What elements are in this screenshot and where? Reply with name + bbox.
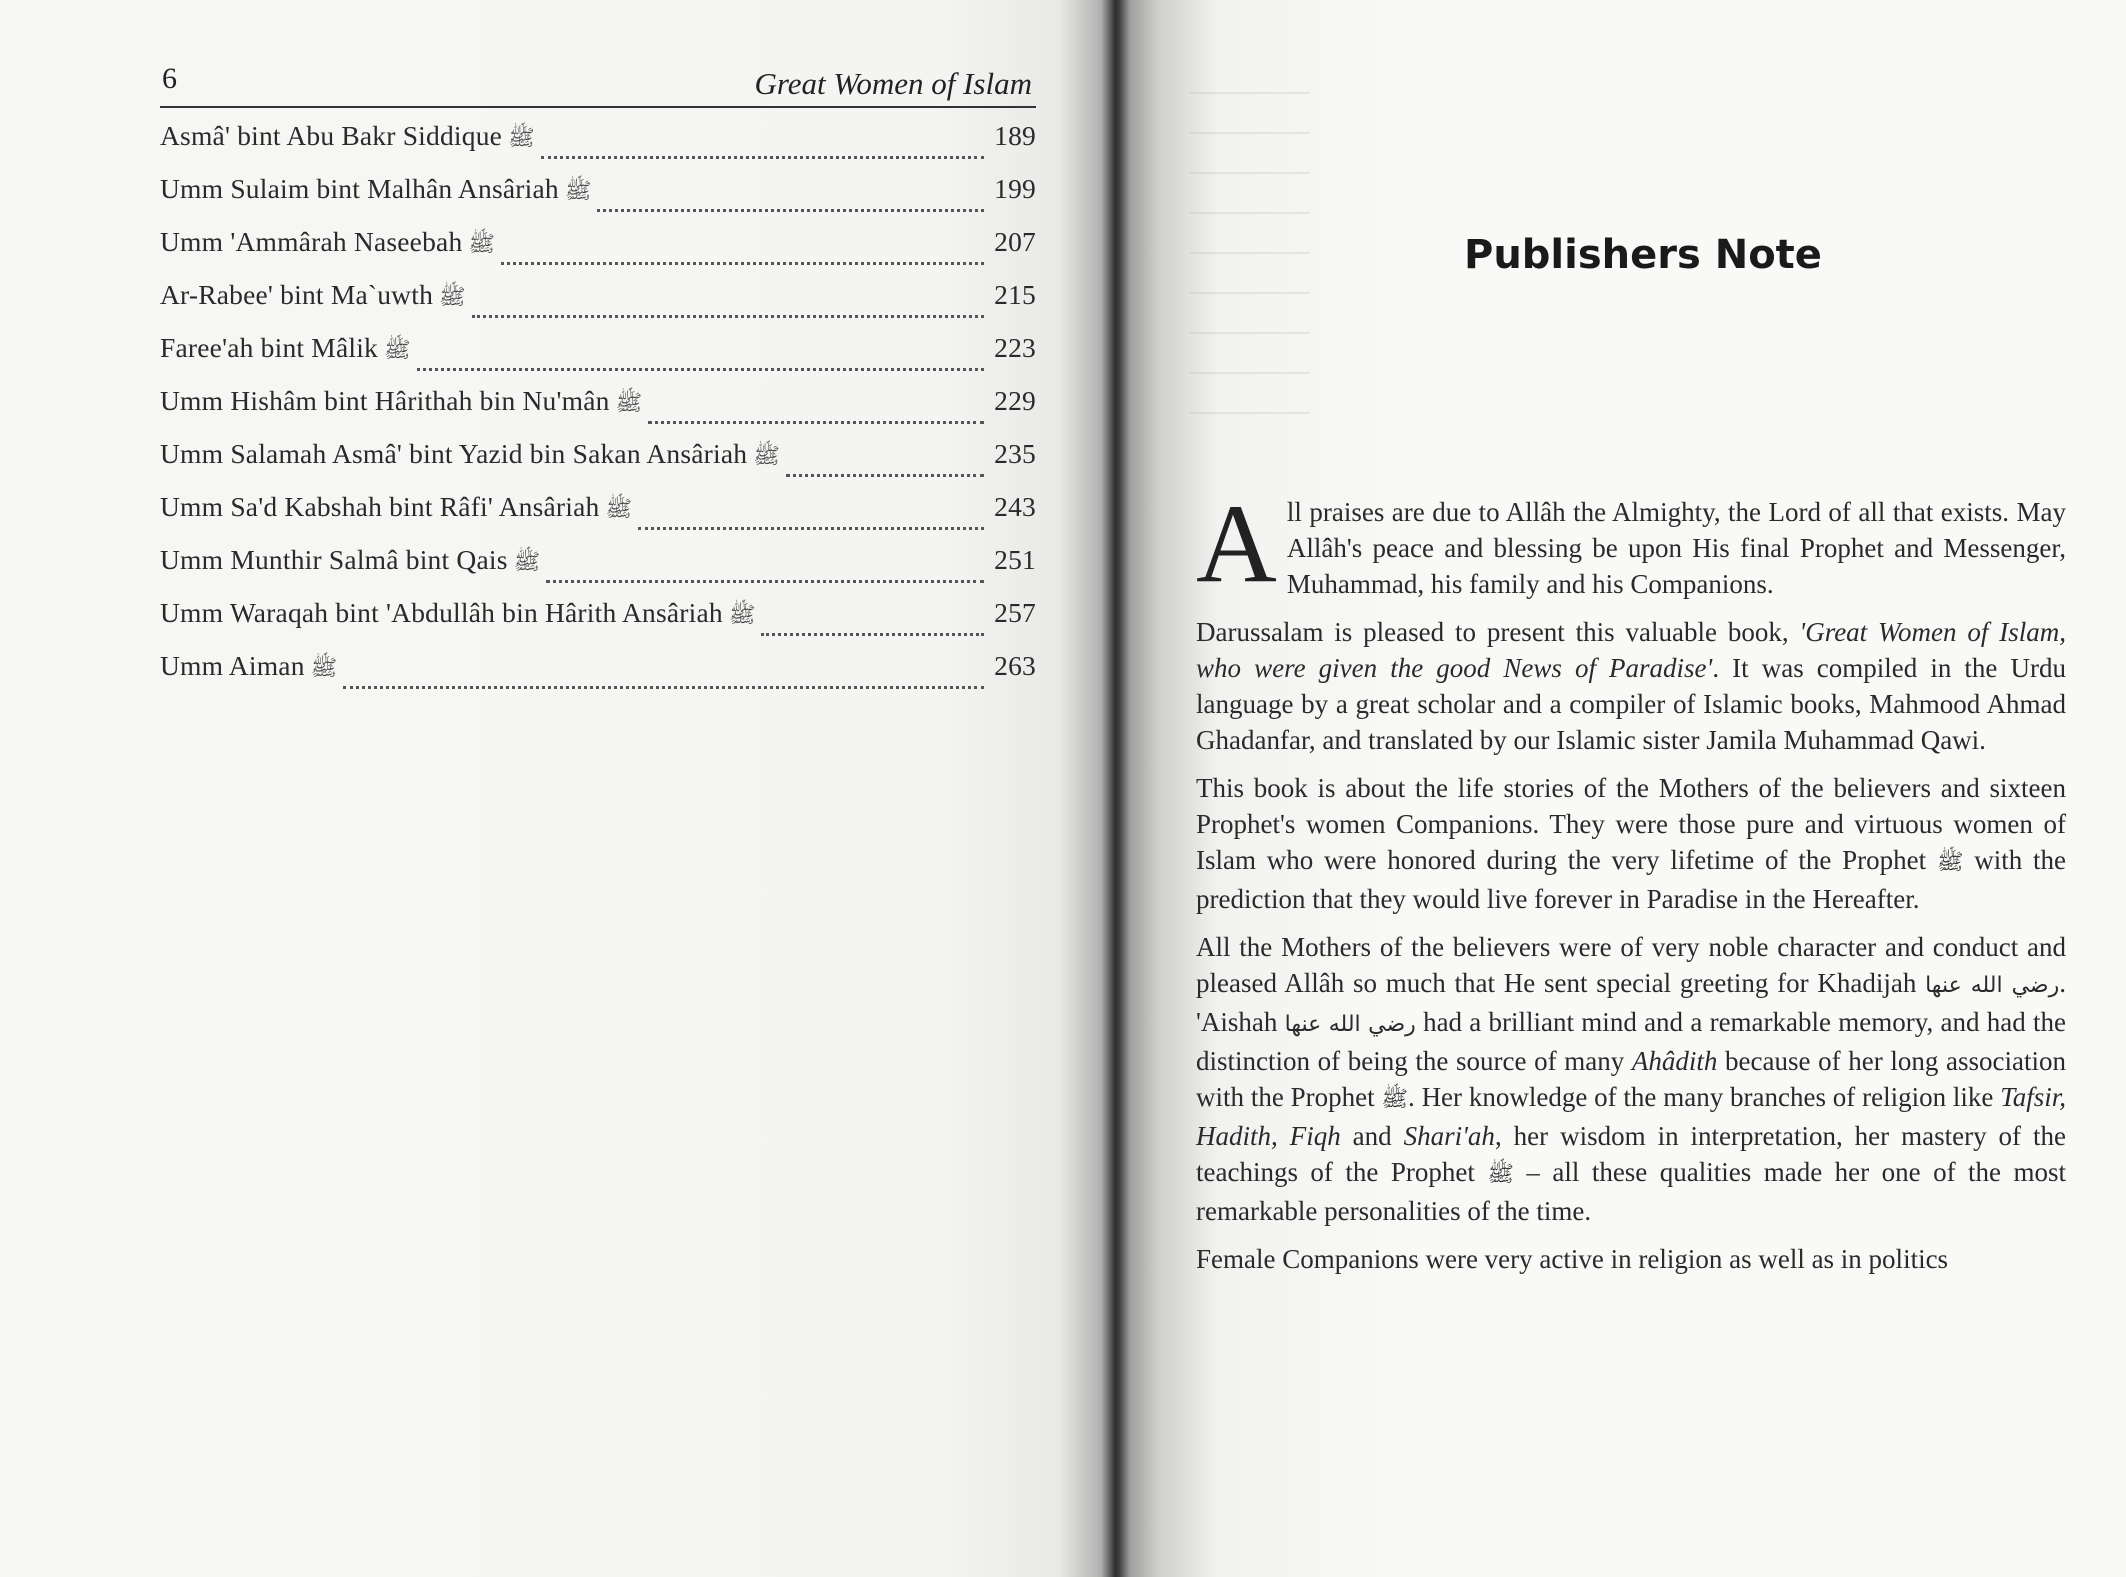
toc-entry-page: 263 [994,650,1036,681]
salutation-glyph: ﷺ [1936,850,1964,875]
dot-leader [786,474,984,477]
book-gutter [1060,0,1130,1577]
toc-entry [160,385,1036,438]
toc-entry-name: Umm Waraqah bint 'Abdullâh bin Hârith Ansâriah [160,597,723,628]
paragraph-mothers [1196,929,2066,1229]
salutation-glyph: ﷺ [1381,1087,1408,1112]
text-run: – all these qualities made her one of the most remarkable personalities of the time. [1196,1157,2066,1226]
text-run: , her wisdom in interpretation, her mastery of the teachings of the Prophet [1196,1121,2067,1187]
table-of-contents [160,120,1036,703]
section-title: Publishers Note [1464,232,1822,278]
text-run: because of her long association with the Prophet [1196,1046,2066,1112]
toc-entry-name: Umm Sulaim bint Malhân Ansâriah [160,173,559,204]
toc-entry-page: 207 [994,226,1036,257]
toc-entry-page: 215 [994,279,1036,310]
toc-entry-name: Umm Salamah Asmâ' bint Yazid bin Sakan Ansâriah [160,438,748,469]
text-run: . 'Aishah [1196,968,2066,1037]
dot-leader [761,633,984,636]
toc-entry-page: 235 [994,438,1036,469]
honorific-glyph: ﷺ [468,231,495,256]
honorific-glyph: ﷺ [728,602,756,627]
toc-entry-name: Umm Munthir Salmâ bint Qais [160,544,508,575]
text-run: and [1340,1121,1404,1151]
toc-entry-page: 243 [994,491,1036,522]
toc-entry-page: 257 [994,597,1036,628]
honorific-glyph: ﷺ [439,284,466,309]
toc-entry-page: 199 [994,173,1036,204]
salutation-glyph: ﷺ [1487,1162,1514,1187]
text-run: with the prediction that they would live forever in Paradise in the Hereafter. [1196,845,2066,914]
toc-entry-page: 223 [994,332,1036,363]
dot-leader [546,580,984,583]
toc-entry-name: Ar-Rabee' bint Ma`uwth [160,279,434,310]
toc-entry-name: Umm Aiman [160,650,305,681]
dot-leader [597,209,984,212]
honorific-glyph: ﷺ [605,496,633,521]
honorific-glyph: ﷺ [615,390,643,415]
text-run: . It was compiled in the Urdu language by a great scholar and a compiler of Islamic books, Mahmood Ahmad Ghadanfar, and translated by our Islamic sister Jamila Muhammad Qawi. [1196,653,2066,755]
toc-entry [160,491,1036,544]
publishers-note-body [1196,482,2067,1289]
italic-term: Shari'ah [1403,1121,1495,1151]
toc-entry-page: 189 [994,120,1036,151]
toc-entry [160,279,1036,332]
arabic-honorific: رضي الله عنها [1925,973,2060,998]
paragraph-about [1196,770,2066,917]
text-run: Female Companions were very active in religion as well as in politics [1196,1244,1949,1274]
italic-term: Ahâdith [1631,1046,1718,1076]
running-head [160,62,1036,108]
toc-entry [160,226,1036,279]
dot-leader [638,527,984,530]
dot-leader [541,156,984,159]
toc-entry [160,650,1036,703]
text-run: This book is about the life stories of the Mothers of the believers and sixteen Prophet's women Companions. They were those pure and virtuous women of Islam who were honored during the very lifetime of the Prophet [1196,773,2066,875]
book-title: Great Women of Islam [754,66,1032,101]
toc-entry [160,332,1036,385]
dot-leader [417,368,984,371]
paragraph-female-companions [1196,1241,2066,1277]
toc-entry [160,544,1036,597]
honorific-glyph: ﷺ [508,125,535,150]
toc-entry-name: Umm 'Ammârah Naseebah [160,226,463,257]
toc-entry [160,173,1036,226]
text-run: Darussalam is pleased to present this valuable book, [1196,617,1800,647]
honorific-glyph: ﷺ [384,337,411,362]
toc-entry-name: Faree'ah bint Mâlik [160,332,378,363]
toc-entry-page: 251 [994,544,1036,575]
toc-entry-page: 229 [994,385,1036,416]
toc-entry [160,438,1036,491]
toc-entry [160,120,1036,173]
text-run: . Her knowledge of the many branches of religion like [1408,1082,2001,1112]
dot-leader [472,315,984,318]
dot-leader [501,262,984,265]
arabic-honorific: رضي الله عنها [1284,1012,1416,1037]
dot-leader [343,686,984,689]
toc-entry [160,597,1036,650]
toc-entry-name: Umm Sa'd Kabshah bint Râfi' Ansâriah [160,491,600,522]
paragraph-book [1196,614,2066,758]
text-run: had a brilliant mind and a remarkable memory, and had the distinction of being the source of many [1196,1007,2066,1076]
intro-text: ll praises are due to Allâh the Almighty, the Lord of all that exists. May Allâh's peace and blessing be upon His final Prophet and Messenger, Muhammad, his family and his Companions. [1286,497,2066,599]
dot-leader [648,421,984,424]
italic-term: Tafsir, Hadith, Fiqh [1196,1082,2066,1151]
honorific-glyph: ﷺ [564,178,592,203]
drop-cap: A [1196,482,1277,606]
honorific-glyph: ﷺ [310,655,338,680]
toc-entry-name: Asmâ' bint Abu Bakr Siddique [160,120,503,151]
toc-entry-name: Umm Hishâm bint Hârithah bin Nu'mân [160,385,610,416]
honorific-glyph: ﷺ [753,443,780,468]
text-run: All the Mothers of the believers were of very noble character and conduct and pleased Allâh so much that He sent special greeting for Khadijah [1196,932,2066,998]
page-number: 6 [162,62,177,95]
book-title-italic: 'Great Women of Islam, who were given the good News of Paradise' [1196,617,2066,683]
paragraph-intro [1196,482,2066,606]
show-through-text [1190,70,1310,450]
honorific-glyph: ﷺ [513,549,541,574]
